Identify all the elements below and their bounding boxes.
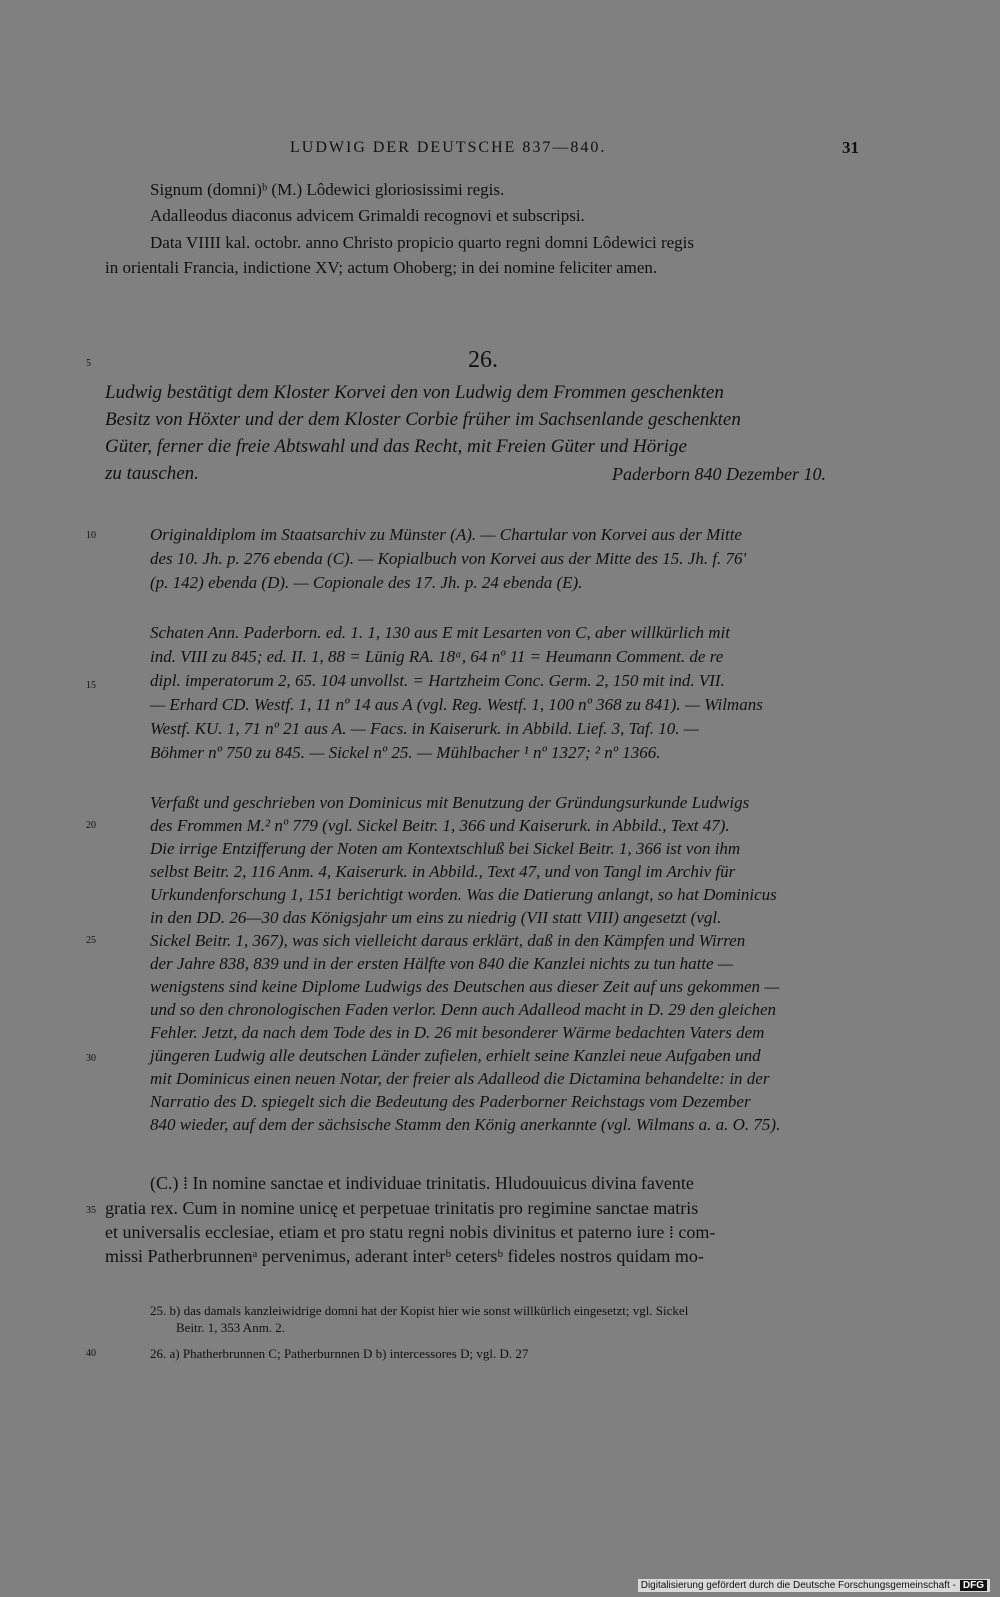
- top-line: Data VIIII kal. octobr. anno Christo propicio quarto regni domni Lôdewici regis: [150, 233, 695, 252]
- regest-line: Besitz von Höxter und der dem Kloster Corbie früher im Sachsenlande geschenkten: [105, 409, 741, 430]
- top-line: in orientali Francia, indictione XV; actum Ohoberg; in dei nomine feliciter amen.: [105, 258, 658, 277]
- tradition-line: Originaldiplom im Staatsarchiv zu Münster (A). — Chartular von Korvei aus der Mitte: [150, 525, 742, 544]
- line-number: 10: [86, 530, 96, 541]
- page-number: 31: [842, 138, 859, 157]
- literature-line: Schaten Ann. Paderborn. ed. 1. 1, 130 aus E mit Lesarten von C, aber willkürlich mit: [150, 623, 731, 642]
- commentary-line: Sickel Beitr. 1, 367), was sich vielleicht daraus erklärt, daß in den Kämpfen und Wirren: [150, 931, 746, 950]
- tradition-line: des 10. Jh. p. 276 ebenda (C). — Kopialbuch von Korvei aus der Mitte des 15. Jh. f. 76': [150, 549, 747, 568]
- text-line: (C.) ⁞ In nomine sanctae et individuae trinitatis. Hludouuicus divina favente: [150, 1173, 694, 1193]
- commentary-line: Narratio des D. spiegelt sich die Bedeutung des Paderborner Reichstags vom Dezember: [150, 1092, 751, 1111]
- regest-line: zu tauschen.: [105, 463, 199, 484]
- commentary-line: wenigstens sind keine Diplome Ludwigs des Deutschen aus dieser Zeit auf uns gekommen —: [150, 977, 780, 996]
- line-number: 5: [86, 358, 91, 369]
- regest-line: Ludwig bestätigt dem Kloster Korvei den von Ludwig dem Frommen geschenkten: [105, 382, 724, 403]
- commentary-line: in den DD. 26—30 das Königsjahr um eins zu niedrig (VII statt VIII) angesetzt (vgl.: [150, 908, 722, 927]
- text-line: missi Patherbrunnenᵃ pervenimus, aderant interᵇ cetersᵇ fideles nostros quidam mo-: [105, 1246, 704, 1266]
- commentary-line: selbst Beitr. 2, 116 Anm. 4, Kaiserurk. in Abbild., Text 47, und von Tangl im Archiv für: [150, 862, 736, 881]
- commentary-line: mit Dominicus einen neuen Notar, der freier als Adalleod die Dictamina behandelte: in der: [150, 1069, 770, 1088]
- top-line: Adalleodus diaconus advicem Grimaldi recognovi et subscripsi.: [150, 206, 585, 225]
- literature-line: Westf. KU. 1, 71 nº 21 aus A. — Facs. in Kaiserurk. in Abbild. Lief. 3, Taf. 10. —: [150, 719, 699, 738]
- document-number: 26.: [468, 347, 498, 373]
- line-number: 40: [86, 1348, 96, 1359]
- line-number: 25: [86, 935, 96, 946]
- text-line: et universalis ecclesiae, etiam et pro statu regni nobis divinitus et paterno iure ⁞ com-: [105, 1222, 716, 1242]
- literature-line: ind. VIII zu 845; ed. II. 1, 88 = Lünig RA. 18ᵃ, 64 nº 11 = Heumann Comment. de re: [150, 647, 724, 666]
- commentary-line: Fehler. Jetzt, da nach dem Tode des in D. 26 mit besonderer Wärme bedachten Vaters dem: [150, 1023, 765, 1042]
- commentary-line: jüngeren Ludwig alle deutschen Länder zufielen, erhielt seine Kanzlei neue Aufgaben und: [150, 1046, 761, 1065]
- footer-text: Digitalisierung gefördert durch die Deutsche Forschungsgemeinschaft -: [640, 1580, 956, 1591]
- dfg-logo: DFG: [960, 1580, 987, 1591]
- commentary-line: des Frommen M.² nº 779 (vgl. Sickel Beitr. 1, 366 und Kaiserurk. in Abbild., Text 47).: [150, 816, 730, 835]
- top-line: Signum (domni)ᵇ (M.) Lôdewici gloriosissimi regis.: [150, 180, 505, 199]
- literature-line: — Erhard CD. Westf. 1, 11 nº 14 aus A (vgl. Reg. Westf. 1, 100 nº 368 zu 841). — Wilmans: [150, 695, 763, 714]
- line-number: 15: [86, 680, 96, 691]
- text-line: gratia rex. Cum in nomine unicę et perpetuae trinitatis pro regimine sanctae matris: [105, 1198, 699, 1218]
- commentary-line: der Jahre 838, 839 und in der ersten Hälfte von 840 die Kanzlei nichts zu tun hatte —: [150, 954, 733, 973]
- tradition-line: (p. 142) ebenda (D). — Copionale des 17. Jh. p. 24 ebenda (E).: [150, 573, 583, 592]
- commentary-line: Die irrige Entzifferung der Noten am Kontextschluß bei Sickel Beitr. 1, 366 ist von ihm: [150, 839, 741, 858]
- commentary-line: und so den chronologischen Faden verlor. Denn auch Adalleod macht in D. 29 den gleichen: [150, 1000, 777, 1019]
- footnote-line: 25. b) das damals kanzleiwidrige domni hat der Kopist hier wie sonst willkürlich eingesetzt; vgl. Sickel: [150, 1303, 689, 1318]
- line-number: 30: [86, 1053, 96, 1064]
- commentary-line: Verfaßt und geschrieben von Dominicus mit Benutzung der Gründungsurkunde Ludwigs: [150, 793, 750, 812]
- literature-line: dipl. imperatorum 2, 65. 104 unvollst. = Hartzheim Conc. Germ. 2, 150 mit ind. VII.: [150, 671, 725, 690]
- footnote-line: Beitr. 1, 353 Anm. 2.: [176, 1320, 286, 1335]
- line-number: 35: [86, 1205, 96, 1216]
- commentary-line: Urkundenforschung 1, 151 berichtigt worden. Was die Datierung anlangt, so hat Dominicus: [150, 885, 777, 904]
- commentary-line: 840 wieder, auf dem der sächsische Stamm den König anerkannte (vgl. Wilmans a. a. O. 75).: [150, 1115, 781, 1134]
- line-number: 20: [86, 820, 96, 831]
- literature-line: Böhmer nº 750 zu 845. — Sickel nº 25. — Mühlbacher ¹ nº 1327; ² nº 1366.: [150, 743, 661, 762]
- digitization-footer: [638, 1579, 990, 1592]
- running-title: LUDWIG DER DEUTSCHE 837—840.: [290, 139, 607, 156]
- place-date: Paderborn 840 Dezember 10.: [612, 464, 826, 484]
- footnote-line: 26. a) Phatherbrunnen C; Patherburnnen D b) intercessores D; vgl. D. 27: [150, 1346, 529, 1361]
- regest-line: Güter, ferner die freie Abtswahl und das Recht, mit Freien Güter und Hörige: [105, 436, 687, 457]
